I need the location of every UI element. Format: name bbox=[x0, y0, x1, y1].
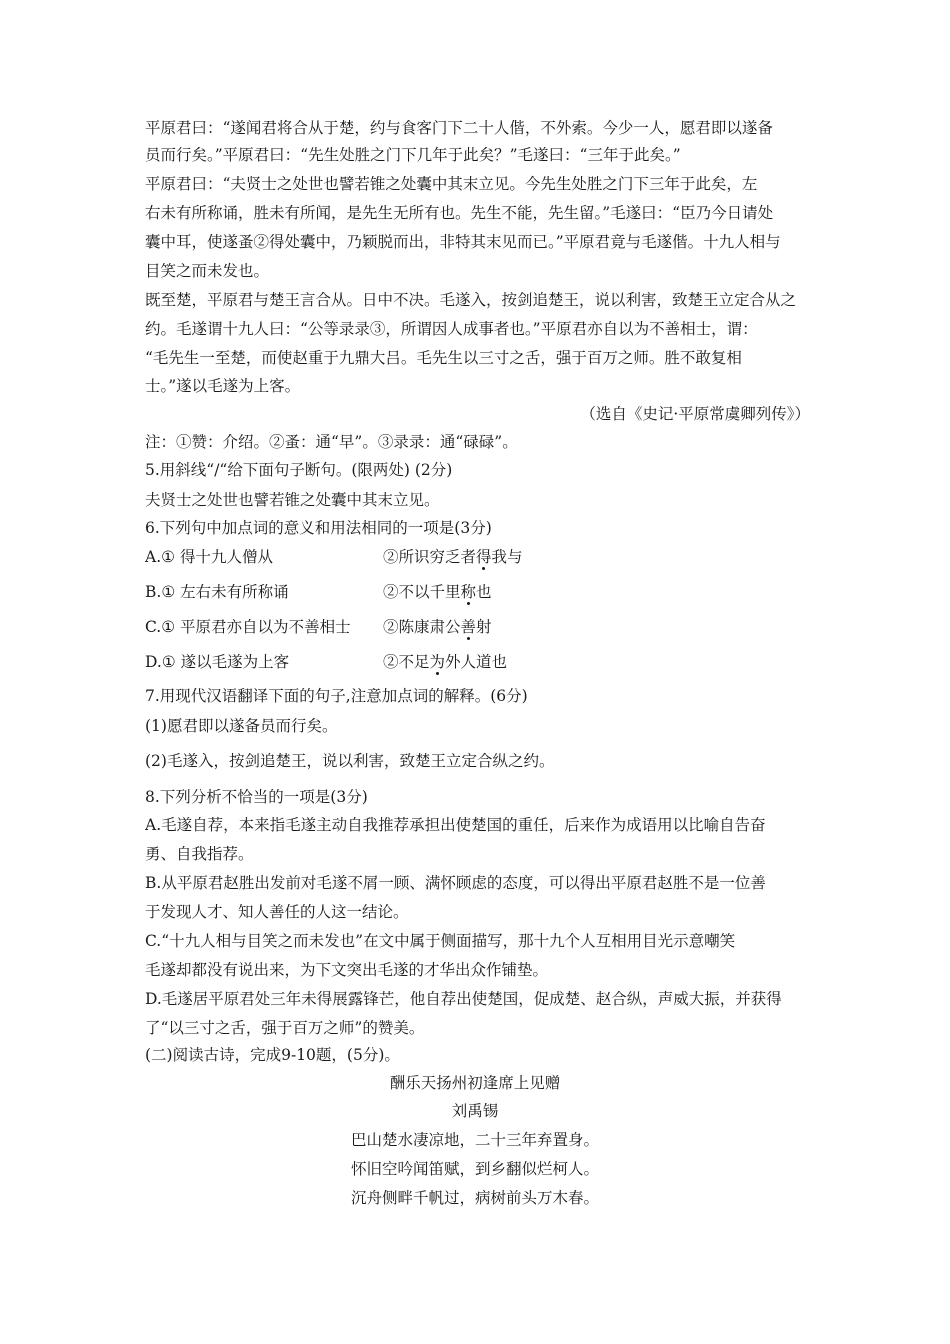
dotted-char: 行 bbox=[291, 717, 307, 735]
q7-stem: 7.用现代汉语翻译下面的句子,注意加点词的解释。(6分) bbox=[145, 687, 528, 705]
dotted-char: 善 bbox=[304, 618, 320, 636]
q8-line: A.毛遂自荐，本来指毛遂主动自我推荐承担出使楚国的重任，后来作为成语用以比喻自告奋 bbox=[145, 816, 766, 834]
poem-title: 酬乐天扬州初逢席上见赠 bbox=[389, 1074, 561, 1092]
poem-verse: 巴山楚水凄凉地，二十三年弃置身。 bbox=[350, 1131, 599, 1149]
section-heading: (二)阅读古诗，完成9-10题，(5分)。 bbox=[145, 1046, 400, 1064]
q8-line: B.从平原君赵胜出发前对毛遂不屑一顾、满怀顾虑的态度，可以得出平原君赵胜不是一位善 bbox=[145, 874, 766, 892]
passage-notes: 注：①赞：介绍。②蚤：通“早”。③录录：通“碌碌”。 bbox=[145, 433, 518, 451]
dotted-char: 说 bbox=[321, 752, 338, 770]
dotted-char: 得 bbox=[179, 548, 196, 566]
q6-stem: 6.下列句中加点词的意义和用法相同的一项是(3分) bbox=[145, 519, 492, 537]
q6-option-c-right: ②陈康肃公善射 bbox=[383, 618, 492, 636]
passage-line: 既至楚，平原君与楚王言合从。日中不决。毛遂入，按剑追楚王，说以利害，致楚王立定合从之 bbox=[145, 291, 797, 309]
dotted-char: 致 bbox=[399, 752, 416, 770]
poem-author: 刘禹锡 bbox=[451, 1102, 499, 1120]
q8-line: 毛遂却都没有说出来，为下文突出毛遂的才华出众作铺垫。 bbox=[145, 961, 549, 979]
passage-line: 士。”遂以毛遂为上客。 bbox=[145, 377, 301, 395]
passage-line: 平原君曰：“夫贤士之处世也譬若锥之处囊中其末立见。今先生处胜之门下三年于此矣，左 bbox=[145, 175, 758, 193]
q6-option-a-left: A.① 得十九人僧从 bbox=[145, 548, 273, 566]
q8-line: 了“以三寸之舌，强于百万之师”的赞美。 bbox=[145, 1019, 425, 1037]
q6-option-c-left: C.① 平原君亦自以为不善相士 bbox=[145, 618, 351, 636]
passage-line: 右未有所称诵，胜未有所闻，是先生无所有也。先生不能，先生留。”毛遂曰：“臣乃今日请处 bbox=[145, 204, 774, 222]
poem-verse: 怀旧空吟闻笛赋，到乡翻似烂柯人。 bbox=[350, 1160, 599, 1178]
q6-option-d-right: ②不足为外人道也 bbox=[383, 653, 508, 671]
passage-line: “毛先生一至楚，而使赵重于九鼎大吕。毛先生以三寸之舌，强于百万之师。胜不敢复相 bbox=[145, 349, 742, 367]
dotted-char: 为 bbox=[429, 653, 446, 671]
q7-sentence-1: (1)愿君即以遂备员而行矣。 bbox=[145, 717, 338, 735]
q8-line: 于发现人才、知人善任的人这一结论。 bbox=[145, 903, 409, 921]
passage-source: （选自《史记·平原常虞卿列传》） bbox=[580, 405, 810, 423]
q6-option-a-right: ②所识穷乏者得我与 bbox=[383, 548, 523, 566]
passage-line: 约。毛遂谓十九人曰：“公等录录③，所谓因人成事者也。”平原君亦自以为不善相士，谓： bbox=[145, 320, 758, 338]
q7-sentence-2: (2)毛遂入，按剑追楚王，说以利害，致楚王立定合纵之约。 bbox=[145, 752, 555, 770]
dotted-char: 愿 bbox=[166, 717, 183, 735]
q6-option-b-left: B.① 左右未有所称诵 bbox=[145, 583, 289, 601]
passage-line: 目笑之而未发也。 bbox=[145, 262, 270, 280]
passage-line: 员而行矣。”平原君曰：“先生处胜之门下几年于此矣？”毛遂曰：“三年于此矣。” bbox=[145, 146, 681, 164]
q8-line: C.“十九人相与目笑之而未发也”在文中属于侧面描写，那十九个人互相用目光示意嘲笑 bbox=[145, 932, 736, 950]
q5-stem: 5.用斜线“/“给下面句子断句。(限两处) (2分) bbox=[145, 461, 453, 479]
q6-option-b-right: ②不以千里称也 bbox=[383, 583, 492, 601]
dotted-char: 称 bbox=[257, 583, 274, 601]
dotted-char: 得 bbox=[476, 548, 492, 566]
q5-sentence: 夫贤士之处世也譬若锥之处囊中其末立见。 bbox=[145, 491, 440, 509]
q8-line: 勇、自我指荐。 bbox=[145, 845, 254, 863]
dotted-char: 善 bbox=[460, 618, 477, 636]
dotted-char: 称 bbox=[460, 583, 477, 601]
q8-stem: 8.下列分析不恰当的一项是(3分) bbox=[145, 788, 368, 806]
poem-verse: 沉舟侧畔千帆过，病树前头万木春。 bbox=[350, 1189, 599, 1207]
q8-line: D.毛遂居平原君处三年未得展露锋芒，他自荐出使楚国，促成楚、赵合纵，声威大振，并获得 bbox=[145, 990, 782, 1008]
dotted-char: 为 bbox=[242, 653, 259, 671]
passage-line: 平原君曰：“遂闻君将合从于楚，约与食客门下二十人偕，不外索。今少一人，愿君即以遂备 bbox=[145, 119, 773, 137]
q6-option-d-left: D.① 遂以毛遂为上客 bbox=[145, 653, 290, 671]
passage-line: 囊中耳，使遂蚤②得处囊中，乃颖脱而出，非特其末见而已。”平原君竟与毛遂偕。十九人相与 bbox=[145, 233, 781, 251]
